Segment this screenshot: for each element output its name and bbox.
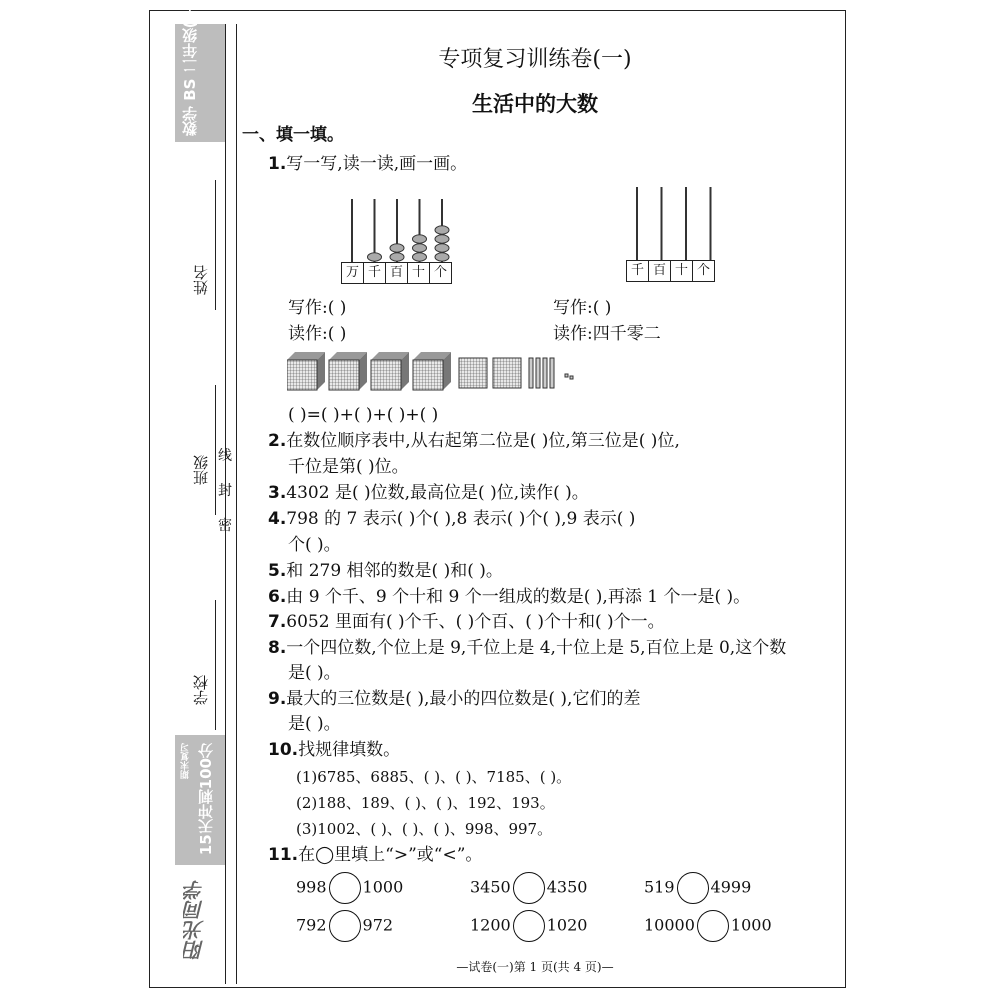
abacus1-bead <box>368 253 382 261</box>
abacus1-bead <box>390 244 404 252</box>
q11-text: 在◯里填上“>”或“<”。 <box>298 845 483 865</box>
promo-tab <box>175 735 225 865</box>
seal-char-seal: 封 <box>218 483 232 499</box>
abacus1-bead <box>435 253 449 261</box>
q8-line1[interactable]: 一个四位数,个位上是 9,千位上是 4,十位上是 5,百位上是 0,这个数 <box>286 638 787 658</box>
abacus1-bead <box>413 244 427 252</box>
abacus2-labels <box>627 260 715 282</box>
compare-left: 792 <box>296 915 327 935</box>
compare-left: 10000 <box>644 915 695 935</box>
page-title: 专项复习训练卷(一) <box>438 47 632 72</box>
subject-tab <box>175 0 225 142</box>
q4-line1[interactable]: 798 的 7 表示( )个( ),8 表示( )个( ),9 表示( ) <box>286 509 636 529</box>
abacus1-label-2: 百 <box>385 262 408 284</box>
subject-tab-text: 数学 BS 二年级(下) <box>181 0 199 136</box>
compare-circle[interactable] <box>329 910 361 942</box>
abacus1-group <box>352 199 449 263</box>
abacus1-label-0: 万 <box>341 262 364 284</box>
abacus2-label-2: 十 <box>670 260 693 282</box>
promo-big: 15天冲刺100分 <box>197 743 215 856</box>
abacus1-bead <box>413 235 427 243</box>
binding-line-inner <box>225 24 226 984</box>
q3-num: 3. <box>268 483 287 503</box>
q1-prompt: 写一写,读一读,画一画。 <box>286 154 468 174</box>
compare-right: 1000 <box>362 877 404 897</box>
q9-line2[interactable]: 是( )。 <box>288 714 341 734</box>
promo-small: 期末复习 <box>181 743 191 779</box>
q11-num: 11. <box>268 845 299 865</box>
seal-char-line: 线 <box>218 448 232 464</box>
abacus1-label-3: 十 <box>407 262 430 284</box>
compare-item <box>470 872 587 904</box>
compare-circle[interactable] <box>697 910 729 942</box>
compare-right: 972 <box>362 915 394 935</box>
page-footer: —试卷(一)第 1 页(共 4 页)— <box>456 960 614 974</box>
compare-left: 519 <box>644 877 675 897</box>
base-ten-blocks <box>287 352 587 396</box>
q5-num: 5. <box>268 561 287 581</box>
compare-item <box>296 872 403 904</box>
compare-circle[interactable] <box>513 910 545 942</box>
school-label: 学校 <box>192 675 210 705</box>
binding-line-outer <box>236 24 237 984</box>
compare-circle[interactable] <box>677 872 709 904</box>
compare-right: 1000 <box>730 915 772 935</box>
abacus1-bead <box>435 235 449 243</box>
q2-line1[interactable]: 在数位顺序表中,从右起第二位是( )位,第三位是( )位, <box>286 431 680 451</box>
q3-text[interactable]: 4302 是( )位数,最高位是( )位,读作( )。 <box>286 483 589 503</box>
thousand-cube-1 <box>287 352 325 390</box>
abacus2-label-0: 千 <box>626 260 649 282</box>
name-underline <box>215 180 216 310</box>
q2-num: 2. <box>268 431 287 451</box>
abacus2-label-1: 百 <box>648 260 671 282</box>
q1-right-read: 读作:四千零二 <box>553 324 661 344</box>
name-label: 姓名 <box>192 265 210 295</box>
compare-circle[interactable] <box>329 872 361 904</box>
unit-cube-1 <box>565 374 568 377</box>
thousand-cube-4 <box>413 352 451 390</box>
q4-line2[interactable]: 个( )。 <box>288 535 341 555</box>
abacus2-label-3: 个 <box>692 260 715 282</box>
page-subtitle: 生活中的大数 <box>472 92 598 116</box>
q1-left-read[interactable]: 读作:( ) <box>288 324 347 344</box>
compare-item <box>470 910 587 942</box>
abacus2-group <box>637 187 711 261</box>
hundred-flat-1 <box>459 358 487 388</box>
compare-item <box>644 910 772 942</box>
q10-text: 找规律填数。 <box>298 740 401 760</box>
q10-num: 10. <box>268 740 299 760</box>
ten-rod-2 <box>536 358 540 388</box>
q1-num: 1. <box>268 154 287 174</box>
class-label: 班级 <box>192 455 210 485</box>
compare-left: 998 <box>296 877 327 897</box>
q10-sub3[interactable]: (3)1002、( )、( )、( )、998、997。 <box>296 820 553 838</box>
q1-blocks-equation[interactable]: ( )=( )+( )+( )+( ) <box>288 405 439 425</box>
thousand-cube-2 <box>329 352 367 390</box>
q10-sub2[interactable]: (2)188、189、( )、( )、192、193。 <box>296 794 555 812</box>
q1-right-write[interactable]: 写作:( ) <box>553 298 612 318</box>
compare-item <box>296 910 393 942</box>
compare-circle[interactable] <box>513 872 545 904</box>
q8-line2[interactable]: 是( )。 <box>288 663 341 683</box>
abacus1-label-4: 个 <box>429 262 452 284</box>
abacus1-bead <box>435 244 449 252</box>
q6-text[interactable]: 由 9 个千、9 个十和 9 个一组成的数是( ),再添 1 个一是( )。 <box>286 587 751 607</box>
q2-line2[interactable]: 千位是第( )位。 <box>288 457 409 477</box>
ten-rod-1 <box>529 358 533 388</box>
brand-logo: 阳光同学 <box>183 880 207 960</box>
q1-text <box>268 153 467 175</box>
compare-right: 4350 <box>546 877 588 897</box>
abacus1-bead <box>413 253 427 261</box>
q10-sub1[interactable]: (1)6785、6885、( )、( )、7185、( )。 <box>296 768 572 786</box>
seal-char-secret: 密 <box>218 518 232 534</box>
ten-rod-4 <box>550 358 554 388</box>
abacus1-label-1: 千 <box>363 262 386 284</box>
q6-num: 6. <box>268 587 287 607</box>
class-underline <box>215 385 216 515</box>
ten-rod-3 <box>543 358 547 388</box>
section-heading: 一、填一填。 <box>242 125 344 145</box>
compare-item <box>644 872 751 904</box>
abacus1-bead <box>435 226 449 234</box>
q4-num: 4. <box>268 509 287 529</box>
q7-num: 7. <box>268 612 287 632</box>
unit-cube-2 <box>570 376 573 379</box>
q1-left-write[interactable]: 写作:( ) <box>288 298 347 318</box>
abacus1-labels <box>342 262 452 284</box>
q9-line1[interactable]: 最大的三位数是( ),最小的四位数是( ),它们的差 <box>286 689 641 709</box>
q7-text[interactable]: 6052 里面有( )个千、( )个百、( )个十和( )个一。 <box>286 612 665 632</box>
compare-right: 1020 <box>546 915 588 935</box>
q9-num: 9. <box>268 689 287 709</box>
compare-right: 4999 <box>710 877 752 897</box>
q8-num: 8. <box>268 638 287 658</box>
compare-left: 3450 <box>470 877 511 897</box>
hundred-flat-2 <box>493 358 521 388</box>
thousand-cube-3 <box>371 352 409 390</box>
q5-text[interactable]: 和 279 相邻的数是( )和( )。 <box>286 561 503 581</box>
compare-left: 1200 <box>470 915 511 935</box>
abacus1-bead <box>390 253 404 261</box>
school-underline <box>215 600 216 730</box>
